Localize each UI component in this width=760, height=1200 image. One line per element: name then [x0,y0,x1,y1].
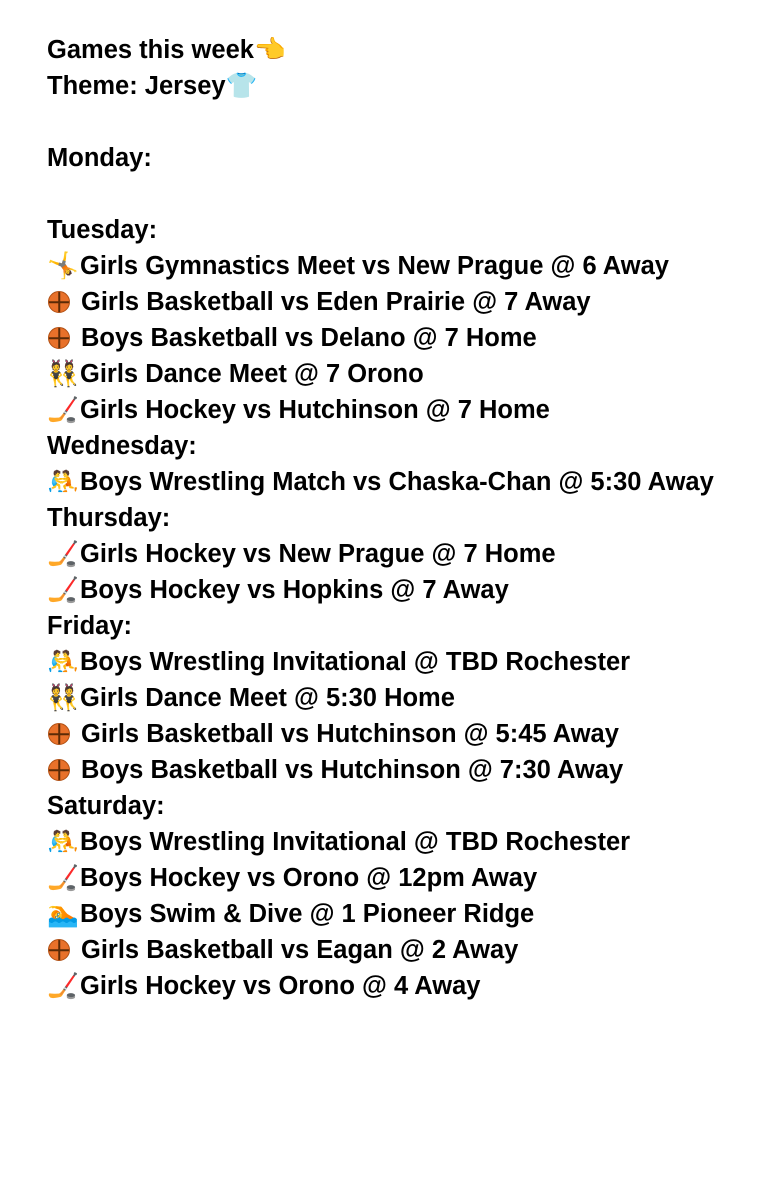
event-text: Girls Gymnastics Meet vs New Prague @ 6 Away [80,252,669,280]
basketball-icon [48,291,70,313]
wrestling-icon: 🤼 [47,468,79,496]
dancers-icon: 👯 [47,360,79,388]
event-item [47,356,747,392]
event-item [47,752,747,788]
notes-document[interactable] [47,32,747,1004]
event-text: Girls Dance Meet @ 5:30 Home [80,684,455,712]
event-item [47,248,747,284]
event-item [47,932,747,968]
event-text: Boys Wrestling Match vs Chaska-Chan @ 5:30 Away [80,468,714,496]
wrestling-icon: 🤼 [47,828,79,856]
event-text: Girls Dance Meet @ 7 Orono [80,360,424,388]
event-item [47,572,747,608]
event-item [47,392,747,428]
event-text: Boys Basketball vs Hutchinson @ 7:30 Away [81,756,624,784]
pointing-hand-icon: 👈 [253,36,286,64]
event-item [47,716,747,752]
event-text: Boys Hockey vs Hopkins @ 7 Away [80,576,509,604]
hockey-icon: 🏒 [47,576,79,604]
day-heading: Thursday: [47,504,171,532]
gymnastics-icon: 🤸 [47,252,79,280]
event-item [47,536,747,572]
event-item [47,464,747,500]
spacer [47,104,747,140]
hockey-icon: 🏒 [47,540,79,568]
event-text: Boys Swim & Dive @ 1 Pioneer Ridge [80,900,535,928]
schedule-list [47,212,747,1004]
shirt-icon: 👕 [225,72,258,100]
wrestling-icon: 🤼 [47,648,79,676]
event-item [47,968,747,1004]
theme-text: Theme: Jersey [47,72,226,100]
event-item [47,824,747,860]
basketball-icon [48,939,70,961]
basketball-icon [48,327,70,349]
basketball-icon [48,723,70,745]
hockey-icon: 🏒 [47,972,79,1000]
event-text: Boys Wrestling Invitational @ TBD Rochester [80,828,631,856]
hockey-icon: 🏒 [47,396,79,424]
event-item [47,896,747,932]
day-heading: Friday: [47,612,133,640]
day-heading: Wednesday: [47,432,197,460]
event-text: Girls Basketball vs Hutchinson @ 5:45 Away [81,720,619,748]
day-heading: Tuesday: [47,216,158,244]
event-text: Girls Hockey vs New Prague @ 7 Home [80,540,556,568]
day-heading: Monday: [47,144,152,172]
spacer [47,176,747,212]
hockey-icon: 🏒 [47,864,79,892]
theme-line [47,68,747,104]
title-line [47,32,747,68]
basketball-icon [48,759,70,781]
event-item [47,320,747,356]
page-title: Games this week [47,36,254,64]
event-item [47,860,747,896]
event-item [47,644,747,680]
event-text: Boys Hockey vs Orono @ 12pm Away [80,864,538,892]
event-text: Girls Basketball vs Eden Prairie @ 7 Away [81,288,591,316]
event-text: Girls Hockey vs Hutchinson @ 7 Home [80,396,550,424]
day-heading: Saturday: [47,792,165,820]
event-text: Boys Wrestling Invitational @ TBD Rochester [80,648,631,676]
event-text: Girls Hockey vs Orono @ 4 Away [80,972,481,1000]
event-item [47,680,747,716]
event-text: Girls Basketball vs Eagan @ 2 Away [81,936,519,964]
dancers-icon: 👯 [47,684,79,712]
event-text: Boys Basketball vs Delano @ 7 Home [81,324,537,352]
event-item [47,284,747,320]
swimmer-icon: 🏊 [47,900,79,928]
